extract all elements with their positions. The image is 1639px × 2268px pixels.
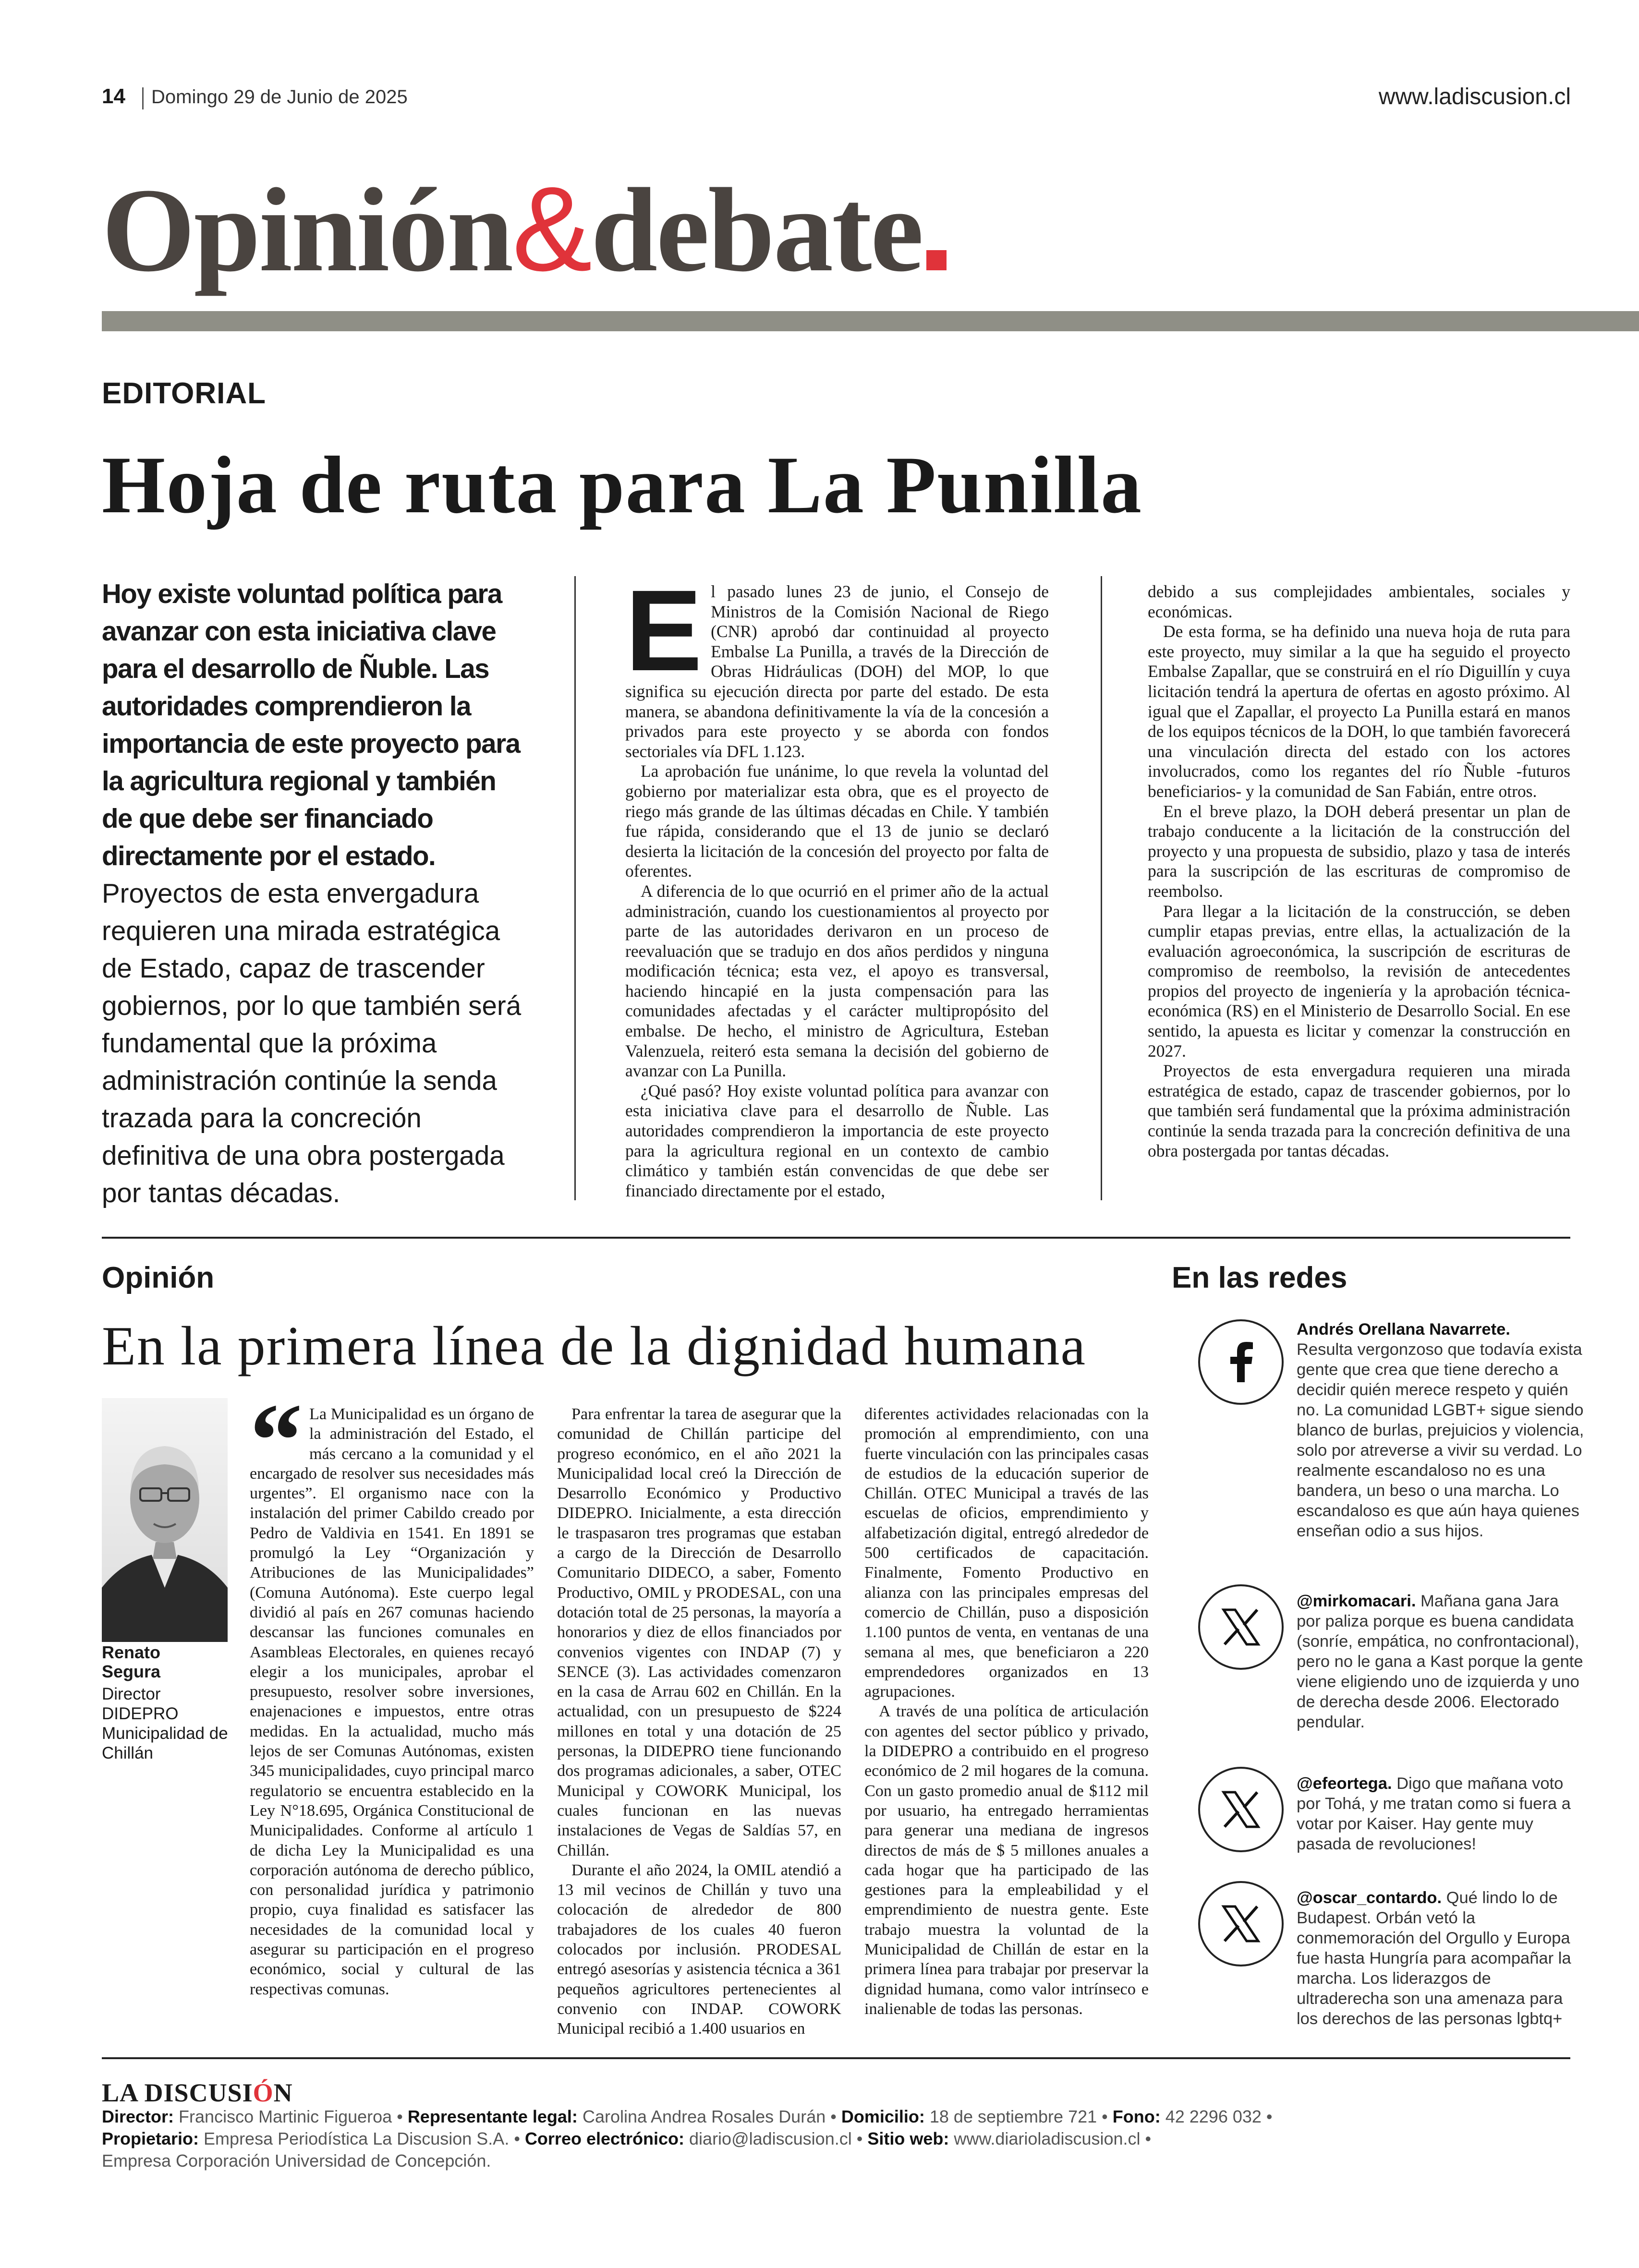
editorial-summary bbox=[102, 575, 524, 1212]
social-handle[interactable]: @efeortega. bbox=[1297, 1774, 1392, 1793]
facebook-icon[interactable] bbox=[1198, 1319, 1284, 1405]
footer-brand-text-end: N bbox=[273, 2078, 293, 2107]
website-link[interactable]: www.ladiscusion.cl bbox=[1378, 84, 1571, 109]
footer-label: Correo electrónico: bbox=[524, 2129, 685, 2148]
footer-value: Francisco Martinic Figueroa bbox=[179, 2107, 392, 2126]
social-section-label: En las redes bbox=[1172, 1261, 1348, 1294]
editorial-paragraph: l pasado lunes 23 de junio, el Consejo de Ministros de la Comisión Nacional de Riego (CNR) aprobó dar continuidad al proyecto Embalse La Punilla, a través de la Dirección de Obras Hidráulicas (DOH) del MOP, lo que significa su ejecución directa por parte del estado. De esta manera, se abandona definitivamente la vía de la concesión a privados para este proyecto y se aborda con fondos sectoriales vía DFL 1.123. bbox=[625, 582, 1049, 761]
editorial-label: EDITORIAL bbox=[102, 377, 266, 410]
editorial-paragraph: De esta forma, se ha definido una nueva hoja de ruta para este proyecto, muy similar a la que ha seguido el proyecto Embalse Zapallar, que se construirá en el río Diguillín y cuya licitación tendrá la apertura de ofertas en agosto próximo. Al igual que el Zapallar, el proyecto La Punilla estará en manos de los equipos técnicos de la DOH, lo que también favorecerá una vinculación directa del estado con los actores involucrados, como los regantes del río Ñuble -futuros beneficiarios- y la comunidad de San Fabián, entre otros. bbox=[1148, 622, 1570, 801]
opinion-paragraph: La Municipalidad es un órgano de la administración del Estado, el más cercano a la comunidad y el encargado de resolver sus necesidades más urgentes”. El organismo nace con la instalación del primer Cabildo creado por Pedro de Valdivia en 1541. En 1891 se promulgó la Ley “Organización y Atribuciones de las Municipalidades” (Comuna Autónoma). Este cuerpo legal dividió al país en 267 comunas haciendo descansar las funciones comunales en Asambleas Electorales, en quienes recayó elegir a los municipales, aprobar el presupuesto, resolver sobre inversiones, enajenaciones e impuestos, entre otras medidas. En la actualidad, mucho más lejos de ser Comunas Autónomas, existen 345 municipalidades, cuyo principal marco regulatorio se encuentra establecido en la Ley N°18.695, Orgánica Constitucional de Municipalidades. Conforme al artículo 1 de dicha Ley la Municipalidad es una corporación autónoma de derecho público, con personalidad jurídica y patrimonio propio, cuya finalidad es satisfacer las necesidades de la comunidad local y asegurar su participación en el progreso económico, social y cultural de las respectivas comunas. bbox=[250, 1405, 534, 1998]
page-number: 14 bbox=[102, 84, 125, 108]
editorial-paragraph: A diferencia de lo que ocurrió en el primer año de la actual administración, cuando los cuestionamientos al proyecto por parte de las autoridades derivaron en un proceso de reevaluación que se tradujo en dos años perdidos y ninguna modificación técnica; esta vez, el apoyo es transversal, haciendo hincapié en la justa compensación para las comunidades afectadas y el carácter multipropósito del embalse. De hecho, el ministro de Agricultura, Esteban Valenzuela, reiteró esta semana la decisión del gobierno de avanzar con La Punilla. bbox=[625, 881, 1049, 1081]
editorial-paragraph: En el breve plazo, la DOH deberá presentar un plan de trabajo conducente a la licitación de la construcción del proyecto y una propuesta de subsidio, plazo y tasa de interés para la suscripción de las escrituras de compromiso de reembolso. bbox=[1148, 801, 1570, 901]
footer-value: 42 2296 032 bbox=[1165, 2107, 1262, 2126]
section-title-part2: debate bbox=[591, 164, 923, 297]
footer-label: Domicilio: bbox=[841, 2107, 925, 2126]
section-title-part1: Opinión bbox=[102, 164, 512, 297]
author-photo bbox=[102, 1398, 228, 1642]
column-divider bbox=[1101, 576, 1102, 1200]
opinion-paragraph: Para enfrentar la tarea de asegurar que la comunidad de Chillán participe del progreso económico, en el año 2021 la Municipalidad local creó la Dirección de Desarrollo Económico y Productivo DIDEPRO. Inicialmente, a esta dirección le traspasaron tres programas que estaban a cargo de la Dirección de Desarrollo Comunitario DIDECO, a saber, Fomento Productivo, OMIL y PRODESAL, con una dotación total de 25 personas, la mayoría a honorarios y diez de ellos financiados por convenios vigentes con INDAP (7) y SENCE (3). Las actividades comenzaron en la casa de Arrau 602 en Chillán. En la actualidad, con un presupuesto de $224 millones en total y una dotación de 25 personas, la DIDEPRO tiene funcionando dos programas adicionales, a saber, OTEC Municipal y COWORK Municipal, los cuales funcionan en las nuevas instalaciones de Vegas de Saldías 57, en Chillán. bbox=[557, 1405, 841, 1859]
section-title-ampersand: & bbox=[512, 162, 591, 296]
footer-value: 18 de septiembre 721 bbox=[929, 2107, 1097, 2126]
editorial-column-2 bbox=[1148, 582, 1570, 1161]
footer-label: Director: bbox=[102, 2107, 174, 2126]
column-divider bbox=[574, 576, 576, 1200]
social-post-text bbox=[1297, 1773, 1585, 1854]
footer-email-link[interactable]: diario@ladiscusion.cl bbox=[689, 2129, 852, 2148]
publication-date: Domingo 29 de Junio de 2025 bbox=[151, 86, 408, 108]
editorial-paragraph: debido a sus complejidades ambientales, sociales y económicas. bbox=[1148, 582, 1570, 621]
header-separator bbox=[142, 87, 144, 109]
social-post-body: Resulta vergonzoso que todavía exista gente que crea que tiene derecho a decidir quién merece respeto y quién no. La comunidad LGBT+ sigue siendo blanco de burlas, prejuicios y violencia, solo por atreverse a vivir su verdad. Lo realmente escandaloso no es una bandera, un beso o una marcha. Lo escandaloso es que aún haya quienes enseñan odio a sus hijos. bbox=[1297, 1340, 1584, 1540]
social-post-body: Digo que mañana voto por Tohá, y me tratan como si fuera a votar por Kaiser. Hay gente muy pasada de revoluciones! bbox=[1297, 1774, 1571, 1853]
opinion-paragraph: A través de una política de articulación con agentes del sector público y privado, la DIDEPRO a contribuido en el progreso económico de 2 mil hogares de la comuna. Con un gasto promedio anual de $112 mil por usuario, ha entregado herramientas para generar una mediana de ingresos directos de más de $ 5 millones anuales a cada hogar que ha participado de las gestiones para la empleabilidad y el emprendimiento de nuestra gente. Este trabajo muestra la voluntad de la Municipalidad de Chillán de estar en la primera línea para trabajar por preservar la dignidad humana, como valor intrínseco e inalienable de todas las personas. bbox=[864, 1702, 1149, 2018]
section-title-red-dot bbox=[926, 250, 947, 270]
horizontal-divider bbox=[102, 2057, 1570, 2059]
editorial-headline: Hoja de ruta para La Punilla bbox=[102, 440, 1142, 530]
opinion-column-2 bbox=[557, 1404, 841, 2039]
footer-label: Sitio web: bbox=[867, 2129, 949, 2148]
opinion-paragraph: diferentes actividades relacionadas con la promoción al emprendimiento, con una fuerte vinculación con las principales casas de estudios de la educación superior de Chillán. OTEC Municipal a través de las escuelas de oficios, emprendimiento y alfabetización digital, entregó alrededor de 500 certificados de capacitación. Finalmente, Fomento Productivo en alianza con las principales empresas del comercio de Chillán, puso a disposición 1.100 puntos de venta, en ventanas de una semana al mes, que beneficiaron a 220 emprendedores organizados en 13 agrupaciones. bbox=[864, 1405, 1149, 1701]
opinion-paragraph: Durante el año 2024, la OMIL atendió a 13 mil vecinos de Chillán y tuvo una colocación de alrededor de 800 trabajadores de los cuales 40 fueron colocados por inclusión. PRODESAL entregó asesorías y asistencia técnica a 361 pequeños agricultores pertenecientes al convenio con INDAP. COWORK Municipal recibió a 1.400 usuarios en bbox=[557, 1861, 841, 2038]
section-title bbox=[102, 162, 947, 297]
social-post-text bbox=[1297, 1888, 1585, 2029]
footer-label: Propietario: bbox=[102, 2129, 199, 2148]
editorial-paragraph: ¿Qué pasó? Hoy existe voluntad política para avanzar con esta iniciativa clave para el desarrollo de Ñuble. Las autoridades comprendieron la importancia de este proyecto para la agricultura regional en un contexto de cambio climático y también están convencidas de que debe ser financiado directamente por el estado, bbox=[625, 1081, 1049, 1200]
opinion-column-1 bbox=[250, 1382, 534, 1999]
footer-label: Representante legal: bbox=[407, 2107, 578, 2126]
footer-brand-logo bbox=[102, 2078, 293, 2108]
editorial-paragraph: Para llegar a la licitación de la construcción, se deben cumplir etapas previas, entre ellas, la actualización de la evaluación agroeconómica, la suscripción de escrituras de compromiso de reembolso, la revisión de antecedentes propios del proyecto de ingeniería y la aprobación técnica-económica (RS) en el Ministerio de Desarrollo Social. En ese sentido, la apuesta es licitar y comenzar la construcción en 2027. bbox=[1148, 901, 1570, 1061]
opinion-label: Opinión bbox=[102, 1261, 215, 1294]
section-rule bbox=[102, 311, 1639, 331]
opinion-headline: En la primera línea de la dignidad humana bbox=[102, 1315, 1087, 1377]
social-handle[interactable]: @mirkomacari. bbox=[1297, 1592, 1416, 1610]
footer-website-link[interactable]: www.diarioladiscusion.cl bbox=[954, 2129, 1141, 2148]
social-post-body: Qué lindo lo de Budapest. Orbán vetó la conmemoración del Orgullo y Europa fue hasta Hungría para acompañar la marcha. Los liderazgos de ultraderecha son una amenaza para los derechos de las personas lgbtq+ bbox=[1297, 1889, 1571, 2028]
x-icon[interactable] bbox=[1198, 1881, 1284, 1966]
footer-value: Carolina Andrea Rosales Durán bbox=[582, 2107, 826, 2126]
social-handle[interactable]: Andrés Orellana Navarrete. bbox=[1297, 1320, 1510, 1339]
author-name: Renato Segura bbox=[102, 1642, 161, 1681]
opinion-column-3 bbox=[864, 1404, 1149, 2019]
editorial-paragraph: Proyectos de esta envergadura requieren una mirada estratégica de estado, capaz de trascender gobiernos, por lo que también será fundamental que la próxima administración continúe la senda trazada para la concreción definitiva de una obra postergada por tantas décadas. bbox=[1148, 1061, 1570, 1160]
footer-brand-text: LA DISCUSI bbox=[102, 2078, 253, 2107]
footer-credits-line: Empresa Corporación Universidad de Concepción. bbox=[102, 2151, 491, 2171]
footer-label: Fono: bbox=[1112, 2107, 1161, 2126]
author-role: Director DIDEPRO Municipalidad de Chillán bbox=[102, 1685, 228, 1762]
social-handle[interactable]: @oscar_contardo. bbox=[1297, 1889, 1442, 1907]
x-icon[interactable] bbox=[1198, 1584, 1284, 1670]
editorial-summary-bold: Hoy existe voluntad política para avanzar con esta iniciativa clave para el desarrollo de Ñuble. Las autoridades comprendieron la importancia de este proyecto para la agricultura regional y también de que debe ser financiado directamente por el estado. bbox=[102, 579, 520, 871]
footer-value: Empresa Periodística La Discusion S.A. bbox=[204, 2129, 510, 2148]
social-post-body: Mañana gana Jara por paliza porque es buena candidata (sonríe, empática, no confrontacional), pero no le gana a Kast porque la gente viene eligiendo uno de izquierda y uno de derecha desde 2006. Electorado pendular. bbox=[1297, 1592, 1583, 1731]
editorial-paragraph: La aprobación fue unánime, lo que revela la voluntad del gobierno por materializar esta obra, que es el proyecto de riego más grande de las últimas décadas en Chile. Y también fue rápida, considerando que el 13 de junio se declaró desierta la licitación de la concesión del proyecto por falta de oferentes. bbox=[625, 761, 1049, 881]
social-post-text bbox=[1297, 1319, 1585, 1541]
quote-mark-icon: “ bbox=[250, 1382, 303, 1499]
editorial-dropcap: E bbox=[625, 566, 703, 695]
social-post-text bbox=[1297, 1591, 1585, 1732]
horizontal-divider bbox=[102, 1237, 1570, 1239]
footer-brand-accent: Ó bbox=[253, 2078, 274, 2107]
editorial-column-1 bbox=[625, 566, 1049, 1201]
footer-credits-line: Propietario: Empresa Periodística La Discusion S.A. • Correo electrónico: diario@ladiscusion.cl • Sitio web: www.diarioladiscusion.cl • bbox=[102, 2129, 1152, 2148]
footer-credits-line: Director: Francisco Martinic Figueroa • Representante legal: Carolina Andrea Rosales Durán • Domicilio: 18 de septiembre 721 • Fono: 42 2296 032 • bbox=[102, 2107, 1273, 2126]
x-icon[interactable] bbox=[1198, 1767, 1284, 1852]
editorial-summary-regular: Proyectos de esta envergadura requieren una mirada estratégica de Estado, capaz de trascender gobiernos, por lo que también será fundamental que la próxima administración continúe la senda trazada para la concreción definitiva de una obra postergada por tantas décadas. bbox=[102, 878, 522, 1208]
